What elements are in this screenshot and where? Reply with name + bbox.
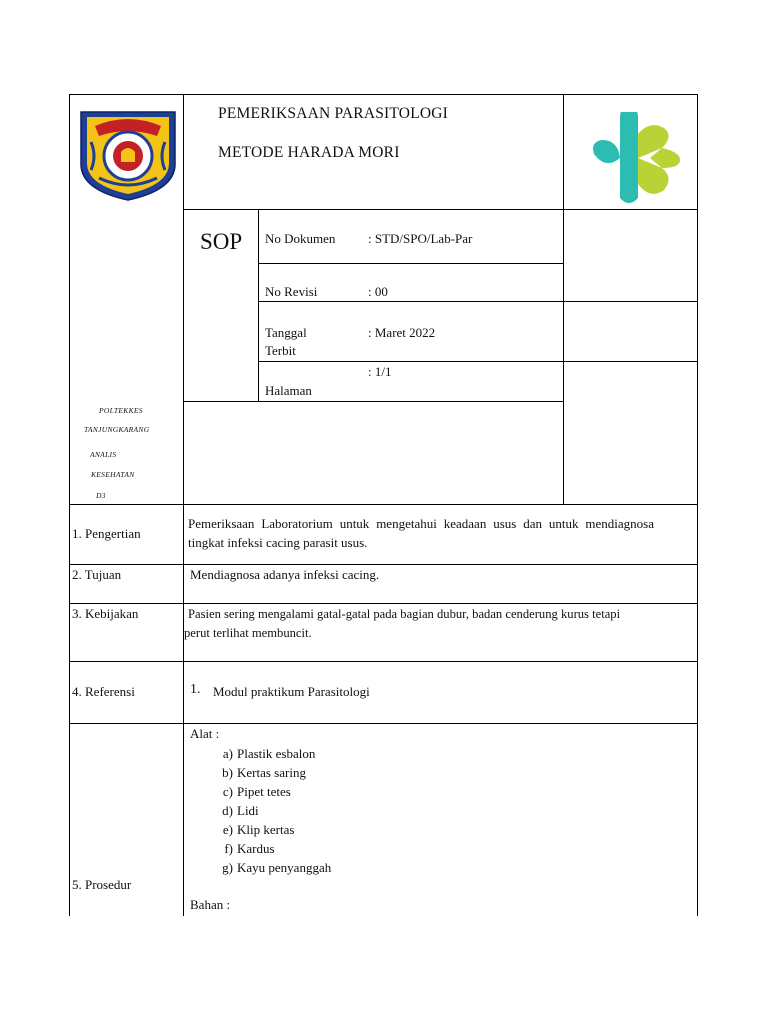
kebijakan-text: Pasien sering mengalami gatal-gatal pada bagian dubur, badan cenderung kurus tetapi bbox=[188, 607, 621, 621]
list-item: a) Plastik esbalon bbox=[222, 746, 316, 761]
list-item: c) Pipet tetes bbox=[222, 784, 291, 799]
no-revisi-value: : 00 bbox=[368, 284, 388, 299]
referensi-marker: 1. bbox=[190, 682, 201, 697]
pengertian-text: Pemeriksaan Laboratorium untuk mengetahui keadaan usus dan untuk mendiagnosa tingkat infeksi cacing parasit usus. bbox=[188, 516, 654, 550]
section-label-tujuan: 2. Tujuan bbox=[72, 567, 122, 582]
no-dokumen-key: No Dokumen bbox=[265, 231, 336, 246]
institution-line: POLTEKKES bbox=[99, 406, 143, 415]
alat-list bbox=[222, 744, 332, 877]
institution-line: KESEHATAN bbox=[91, 470, 135, 479]
referensi-text: Modul praktikum Parasitologi bbox=[213, 684, 370, 699]
list-item: e) Klip kertas bbox=[222, 822, 295, 837]
tujuan-text: Mendiagnosa adanya infeksi cacing. bbox=[190, 567, 380, 582]
sop-label: SOP bbox=[200, 229, 243, 254]
poltekkes-emblem-icon bbox=[77, 106, 179, 202]
halaman-value: : 1/1 bbox=[368, 364, 392, 379]
terbit-key: Terbit bbox=[265, 343, 296, 358]
kemenkes-logo-icon bbox=[588, 112, 684, 210]
institution-line: TANJUNGKARANG bbox=[84, 425, 150, 434]
bahan-heading: Bahan : bbox=[190, 897, 231, 912]
halaman-key: Halaman bbox=[265, 383, 312, 398]
no-revisi-key: No Revisi bbox=[265, 284, 318, 299]
institution-line: D3 bbox=[96, 491, 106, 500]
tanggal-value: : Maret 2022 bbox=[368, 325, 436, 340]
alat-heading: Alat : bbox=[190, 726, 220, 741]
section-label-prosedur: 5. Prosedur bbox=[72, 877, 132, 892]
section-label-referensi: 4. Referensi bbox=[72, 684, 135, 699]
list-item: g) Kayu penyanggah bbox=[222, 860, 332, 875]
list-item: d) Lidi bbox=[222, 803, 259, 818]
list-item: b) Kertas saring bbox=[222, 765, 306, 780]
kebijakan-text: perut terlihat membuncit. bbox=[184, 626, 312, 640]
tanggal-key: Tanggal bbox=[265, 325, 307, 340]
document-title: PEMERIKSAAN PARASITOLOGI bbox=[218, 105, 449, 122]
institution-line: ANALIS bbox=[90, 450, 117, 459]
document-subtitle: METODE HARADA MORI bbox=[218, 144, 400, 161]
no-dokumen-value: : STD/SPO/Lab-Par bbox=[368, 231, 473, 246]
section-label-kebijakan: 3. Kebijakan bbox=[72, 606, 139, 621]
section-label-pengertian: 1. Pengertian bbox=[72, 526, 141, 541]
list-item: f) Kardus bbox=[224, 841, 275, 856]
